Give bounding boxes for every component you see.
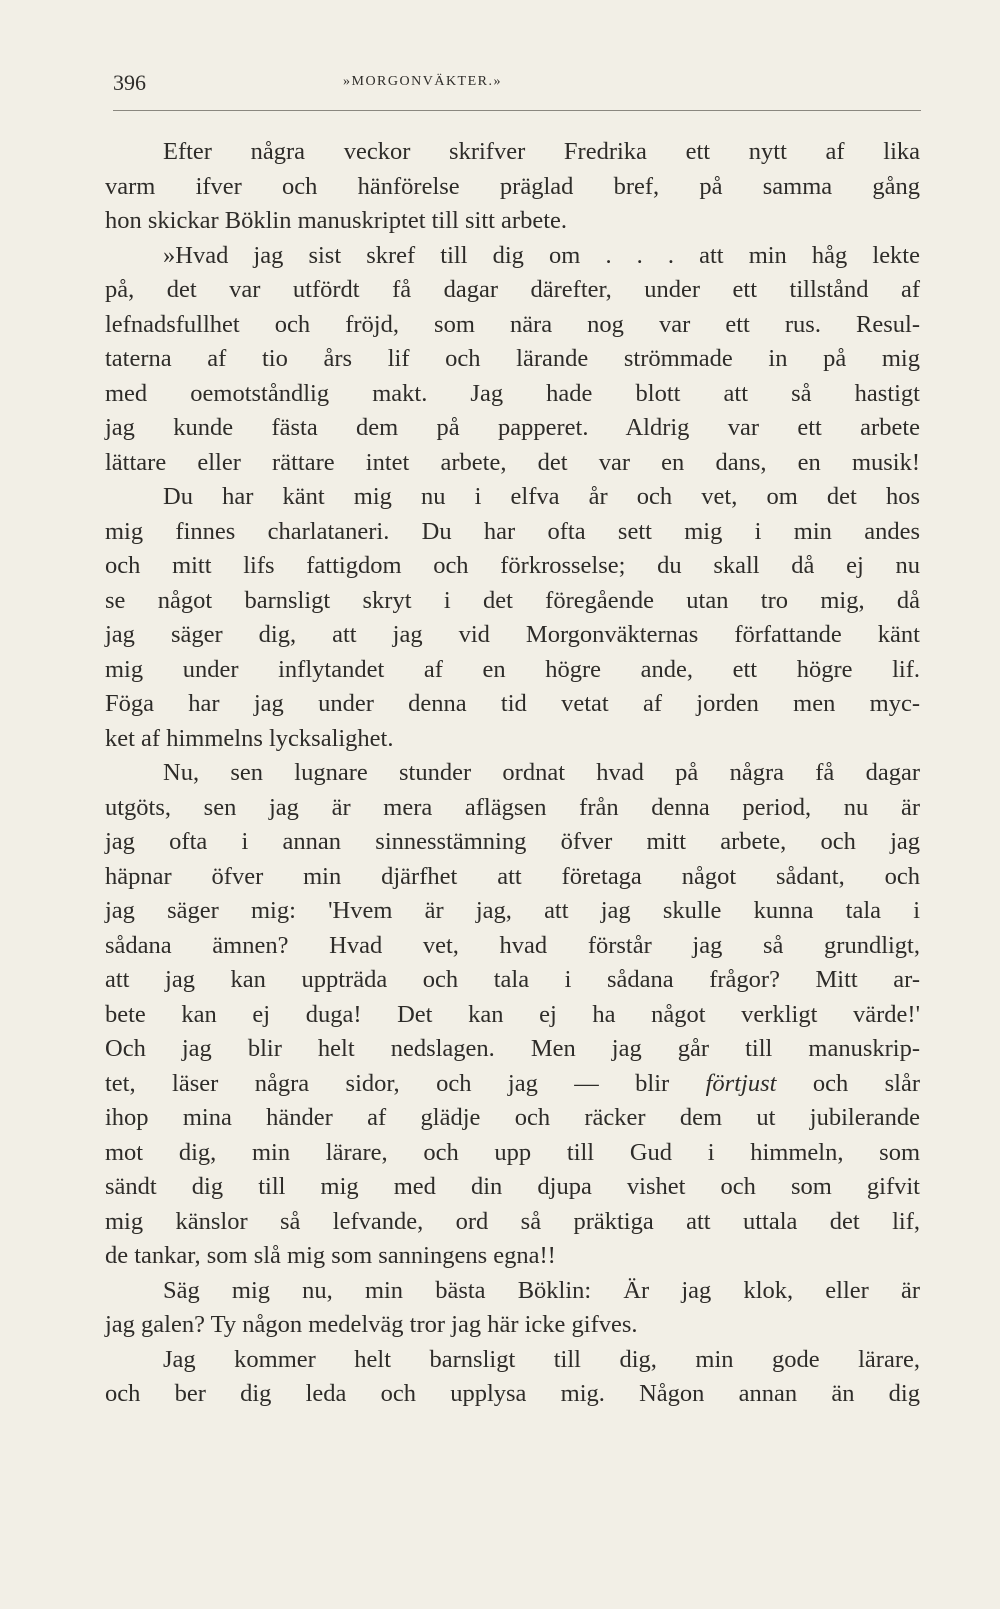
running-head — [113, 70, 921, 96]
text-line: jag ofta i annan sinnesstämning öfver mitt arbete, och jag — [105, 828, 920, 855]
text-line: på, det var utfördt få dagar därefter, under ett tillstånd af — [105, 276, 920, 303]
text-line: varm ifver och hänförelse präglad bref, på samma gång — [105, 172, 920, 200]
text-line: och mitt lifs fattigdom och förkrosselse; du skall då ej nu — [105, 552, 920, 579]
header-rule — [113, 110, 921, 111]
text-line: Föga har jag under denna tid vetat af jorden men myc- — [105, 690, 920, 717]
text-line: och ber dig leda och upplysa mig. Någon annan än dig — [105, 1380, 920, 1407]
text-line: sändt dig till mig med din djupa vishet och som gifvit — [105, 1173, 920, 1200]
text-line: Du har känt mig nu i elfva år och vet, om det hos — [163, 483, 920, 510]
text-line: att jag kan uppträda och tala i sådana frågor? Mitt ar- — [105, 966, 920, 993]
text-line: utgöts, sen jag är mera aflägsen från denna period, nu är — [105, 793, 920, 821]
text-line: lättare eller rättare intet arbete, det var en dans, en musik! — [105, 448, 920, 476]
text-line: jag kunde fästa dem på papperet. Aldrig var ett arbete — [105, 414, 920, 441]
text-line: Nu, sen lugnare stunder ordnat hvad på några få dagar — [163, 759, 920, 786]
text-line: se något barnsligt skryt i det föregående utan tro mig, då — [105, 586, 920, 614]
text-line: »Hvad jag sist skref till dig om . . . att min håg lekte — [163, 241, 920, 269]
text-line: tet, läser några sidor, och jag — blir förtjust och slår — [105, 1069, 920, 1097]
text-line: jag galen? Ty någon medelväg tror jag här icke gifves. — [105, 1311, 638, 1338]
text-line: taterna af tio års lif och lärande strömmade in på mig — [105, 345, 920, 372]
text-line: bete kan ej duga! Det kan ej ha något verkligt värde!' — [105, 1000, 920, 1028]
text-line: Jag kommer helt barnsligt till dig, min gode lärare, — [163, 1345, 920, 1373]
page-number: 396 — [113, 70, 146, 95]
text-line: ihop mina händer af glädje och räcker dem ut jubilerande — [105, 1104, 920, 1131]
text-line: Efter några veckor skrifver Fredrika ett nytt af lika — [163, 138, 920, 165]
text-line: ket af himmelns lycksalighet. — [105, 724, 394, 752]
text-line: sådana ämnen? Hvad vet, hvad förstår jag så grundligt, — [105, 931, 920, 959]
text-line: lefnadsfullhet och fröjd, som nära nog var ett rus. Resul- — [105, 310, 920, 338]
text-line: jag säger mig: 'Hvem är jag, att jag skulle kunna tala i — [105, 897, 920, 924]
text-line: de tankar, som slå mig som sanningens egna!! — [105, 1242, 556, 1269]
running-title: »MORGONVÄKTER.» — [343, 74, 502, 89]
text-line: mig under inflytandet af en högre ande, ett högre lif. — [105, 655, 920, 683]
text-line: Säg mig nu, min bästa Böklin: Är jag klok, eller är — [163, 1276, 920, 1304]
text-line: häpnar öfver min djärfhet att företaga något sådant, och — [105, 862, 920, 890]
body-text — [105, 135, 920, 1412]
text-line: mig känslor så lefvande, ord så präktiga att uttala det lif, — [105, 1207, 920, 1235]
text-line: jag säger dig, att jag vid Morgonväkternas författande känt — [105, 621, 920, 648]
text-line: med oemotståndlig makt. Jag hade blott att så hastigt — [105, 379, 920, 407]
text-line: mig finnes charlataneri. Du har ofta sett mig i min andes — [105, 517, 920, 545]
text-line: Och jag blir helt nedslagen. Men jag går till manuskrip- — [105, 1035, 920, 1062]
text-line: hon skickar Böklin manuskriptet till sitt arbete. — [105, 207, 568, 234]
text-line: mot dig, min lärare, och upp till Gud i himmeln, som — [105, 1138, 920, 1166]
